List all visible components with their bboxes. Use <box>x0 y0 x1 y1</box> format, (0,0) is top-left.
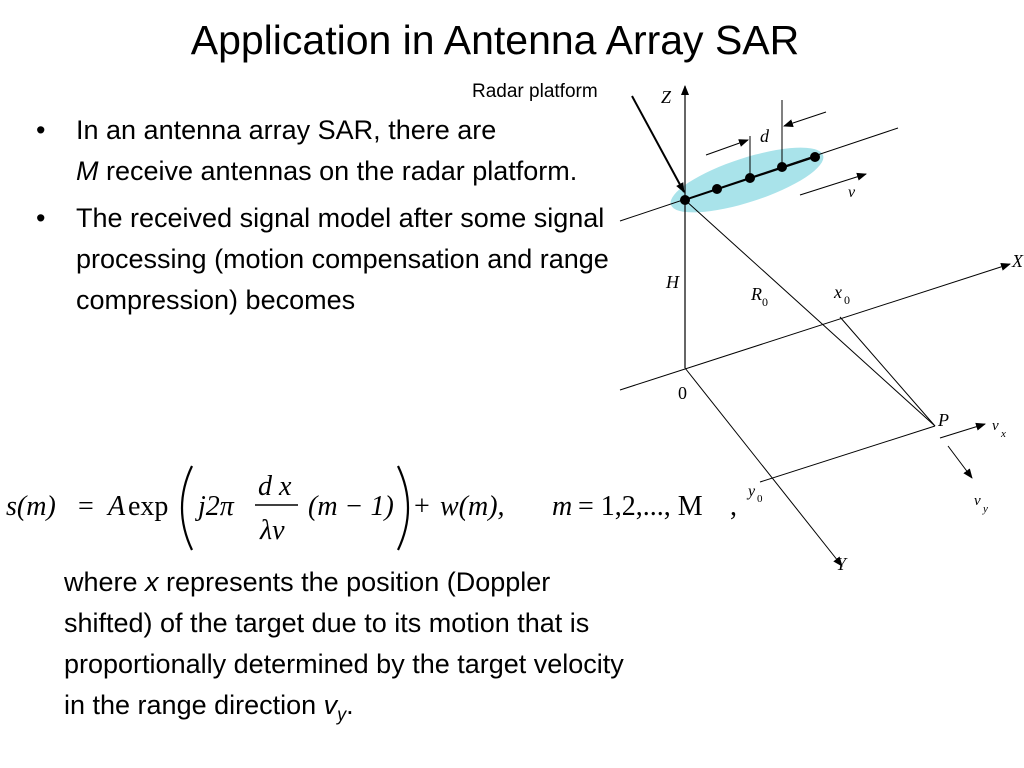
target-vx-label: v <box>992 418 999 434</box>
where-explanation <box>64 562 624 735</box>
range-label: R <box>751 284 762 304</box>
where-velocity: v <box>323 690 338 720</box>
formula-argument: (m − 1) <box>308 491 394 522</box>
antenna-element <box>712 184 722 194</box>
target-vy-arrow <box>948 446 972 478</box>
z-axis-label: Z <box>661 87 672 107</box>
radar-platform-callout: Radar platform <box>472 81 598 102</box>
spacing-arrow-right <box>784 112 826 126</box>
bullet-text-signal: The received signal model after some signal processing (motion compensation and range compression) becomes <box>76 203 609 315</box>
formula-plus: + <box>414 491 430 522</box>
formula-j2pi: j2π <box>198 491 234 522</box>
where-end: . <box>346 690 354 720</box>
flight-track-line <box>620 128 898 221</box>
spacing-arrow-left <box>706 140 748 155</box>
formula-left-paren <box>182 466 192 550</box>
formula-lhs: s(m) <box>6 491 56 522</box>
bullet-item-signal-model <box>34 198 624 321</box>
target-vy-sub: y <box>983 503 988 515</box>
formula-index-range: = 1,2,..., M <box>578 491 703 522</box>
slant-range-line <box>685 200 935 426</box>
bullet-text-pre: In an antenna array SAR, there are <box>76 115 497 145</box>
y-axis <box>685 368 842 566</box>
platform-velocity-label: v <box>848 184 856 201</box>
bullet-var-m: M <box>76 156 99 186</box>
where-rest: represents the position (Doppler shifted) of the target due to its motion that is proportionally determined by the target velocity in the range direction <box>64 567 624 720</box>
target-vy-label: v <box>974 493 981 509</box>
formula-index-var: m <box>552 491 573 522</box>
target-vx-sub: x <box>1001 428 1006 440</box>
formula-exp: exp <box>128 491 169 522</box>
bullet-dot: • <box>36 203 46 233</box>
where-var-x: x <box>145 567 159 597</box>
formula-equals: = <box>78 491 94 522</box>
y-axis-label: Y <box>836 554 847 574</box>
x-axis-label: X <box>1012 251 1023 271</box>
bullet-item-antennas <box>34 110 624 192</box>
bullet-list <box>34 110 624 327</box>
antenna-element <box>810 152 820 162</box>
formula-right-paren <box>398 466 408 550</box>
where-lead: where <box>64 567 146 597</box>
y0-label: y <box>748 483 756 500</box>
x0-label: x <box>834 282 842 302</box>
height-label: H <box>666 272 679 292</box>
formula-trailing-comma: , <box>730 491 737 522</box>
y0-label-sub: 0 <box>757 493 763 505</box>
bullet-text-post: receive antennas on the radar platform. <box>98 156 578 186</box>
spacing-label-d: d <box>760 126 769 146</box>
origin-label: 0 <box>678 383 687 403</box>
platform-velocity-arrow <box>800 174 866 195</box>
range-label-sub: 0 <box>762 295 768 309</box>
formula-denominator: λv <box>260 515 285 546</box>
where-velocity-sub: y <box>337 704 347 725</box>
formula-numerator: d x <box>258 471 292 502</box>
x0-line <box>840 317 935 426</box>
x0-label-sub: 0 <box>844 293 850 307</box>
bullet-dot: • <box>36 115 46 145</box>
y0-line <box>760 426 935 482</box>
formula-amplitude: A <box>108 491 126 522</box>
formula-noise: w(m), <box>440 491 505 522</box>
target-label-p: P <box>938 410 949 430</box>
callout-arrow <box>632 96 684 192</box>
slide-title: Application in Antenna Array SAR <box>190 17 800 63</box>
